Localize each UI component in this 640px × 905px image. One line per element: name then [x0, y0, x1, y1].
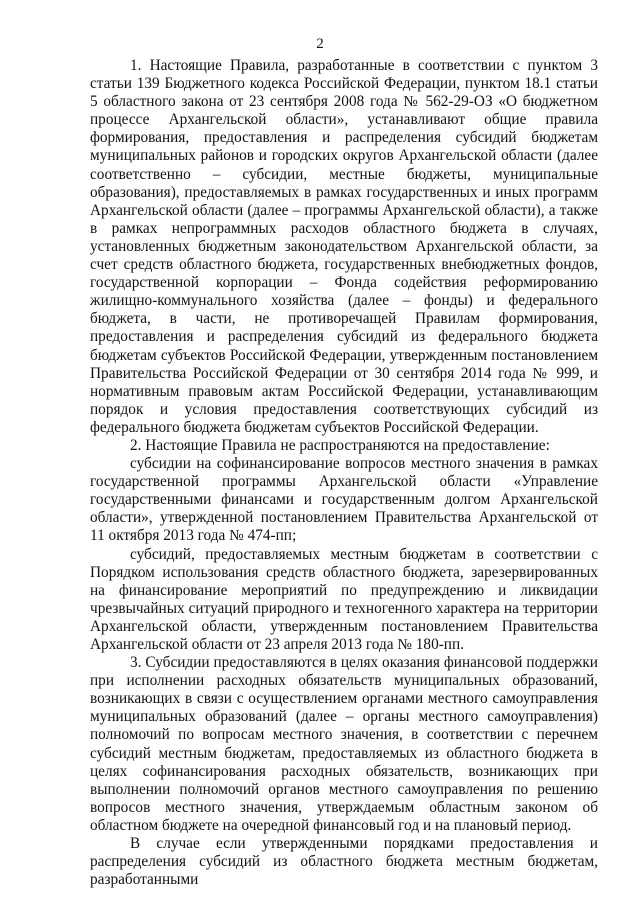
page-number: 2: [316, 36, 324, 52]
paragraph-3: субсидии на софинансирование вопросов местного значения в рамках государственной программы Архангельской области «Управление государственными финансами и государственным долгом Архангельской области», утвержденной постановлением Правительства Архангельской от 11 октября 2013 года № 474-пп;: [90, 455, 598, 545]
paragraph-2: 2. Настоящие Правила не распространяются на предоставление:: [130, 436, 550, 454]
paragraph-4: субсидий, предоставляемых местным бюджетам в соответствии с Порядком использования средств областного бюджета, зарезервированных на финансирование мероприятий по предупреждению и ликвидации чрезвычайных ситуаций природного и техногенного характера на территории Архангельской области, утвержденным постановлением Правительства Архангельской области от 23 апреля 2013 года № 180-пп.: [90, 545, 598, 653]
paragraph-1: 1. Настоящие Правила, разработанные в соответствии с пунктом 3 статьи 139 Бюджетного кодекса Российской Федерации, пунктом 18.1 статьи 5 областного закона от 23 сентября 2008 года № 562-29-ОЗ «О бюджетном процессе Архангельской области», устанавливают общие правила формирования, предоставления и распределения субсидий бюджетам муниципальных районов и городских округов Архангельской области (далее соответственно – субсидии, местные бюджеты, муниципальные образования), предоставляемых в рамках государственных и иных программ Архангельской области (далее – программы Архангельской области), а также в рамках непрограммных расходов областного бюджета в случаях, установленных бюджетным законодательством Архангельской области, за счет средств областного бюджета, государственных внебюджетных фондов, государственной корпорации – Фонда содействия реформированию жилищно-коммунального хозяйства (далее – фонды) и федерального бюджета, в части, не противоречащей Правилам формирования, предоставления и распределения субсидий из федерального бюджета бюджетам субъектов Российской Федерации, утвержденным постановлением Правительства Российской Федерации от 30 сентября 2014 года № 999, и нормативным правовым актам Российской Федерации, устанавливающим порядок и условия предоставления соответствующих субсидий из федерального бюджета бюджетам субъектов Российской Федерации.: [90, 57, 598, 436]
paragraph-5: 3. Субсидии предоставляются в целях оказания финансовой поддержки при исполнении расходных обязательств муниципальных образований, возникающих в связи с осуществлением органами местного самоуправления муниципальных образований (далее – органы местного самоуправления) полномочий по вопросам местного значения, в соответствии с перечнем субсидий местным бюджетам, предоставляемых из областного бюджета в целях софинансирования расходных обязательств, возникающих при выполнении полномочий органов местного самоуправления по решению вопросов местного значения, утверждаемым областным законом об областном бюджете на очередной финансовый год и на плановый период.: [90, 654, 598, 834]
document-body: [90, 57, 598, 889]
paragraph-6: В случае если утвержденными порядками предоставления и распределения субсидий из областного бюджета местным бюджетам, разработанными: [90, 835, 598, 889]
